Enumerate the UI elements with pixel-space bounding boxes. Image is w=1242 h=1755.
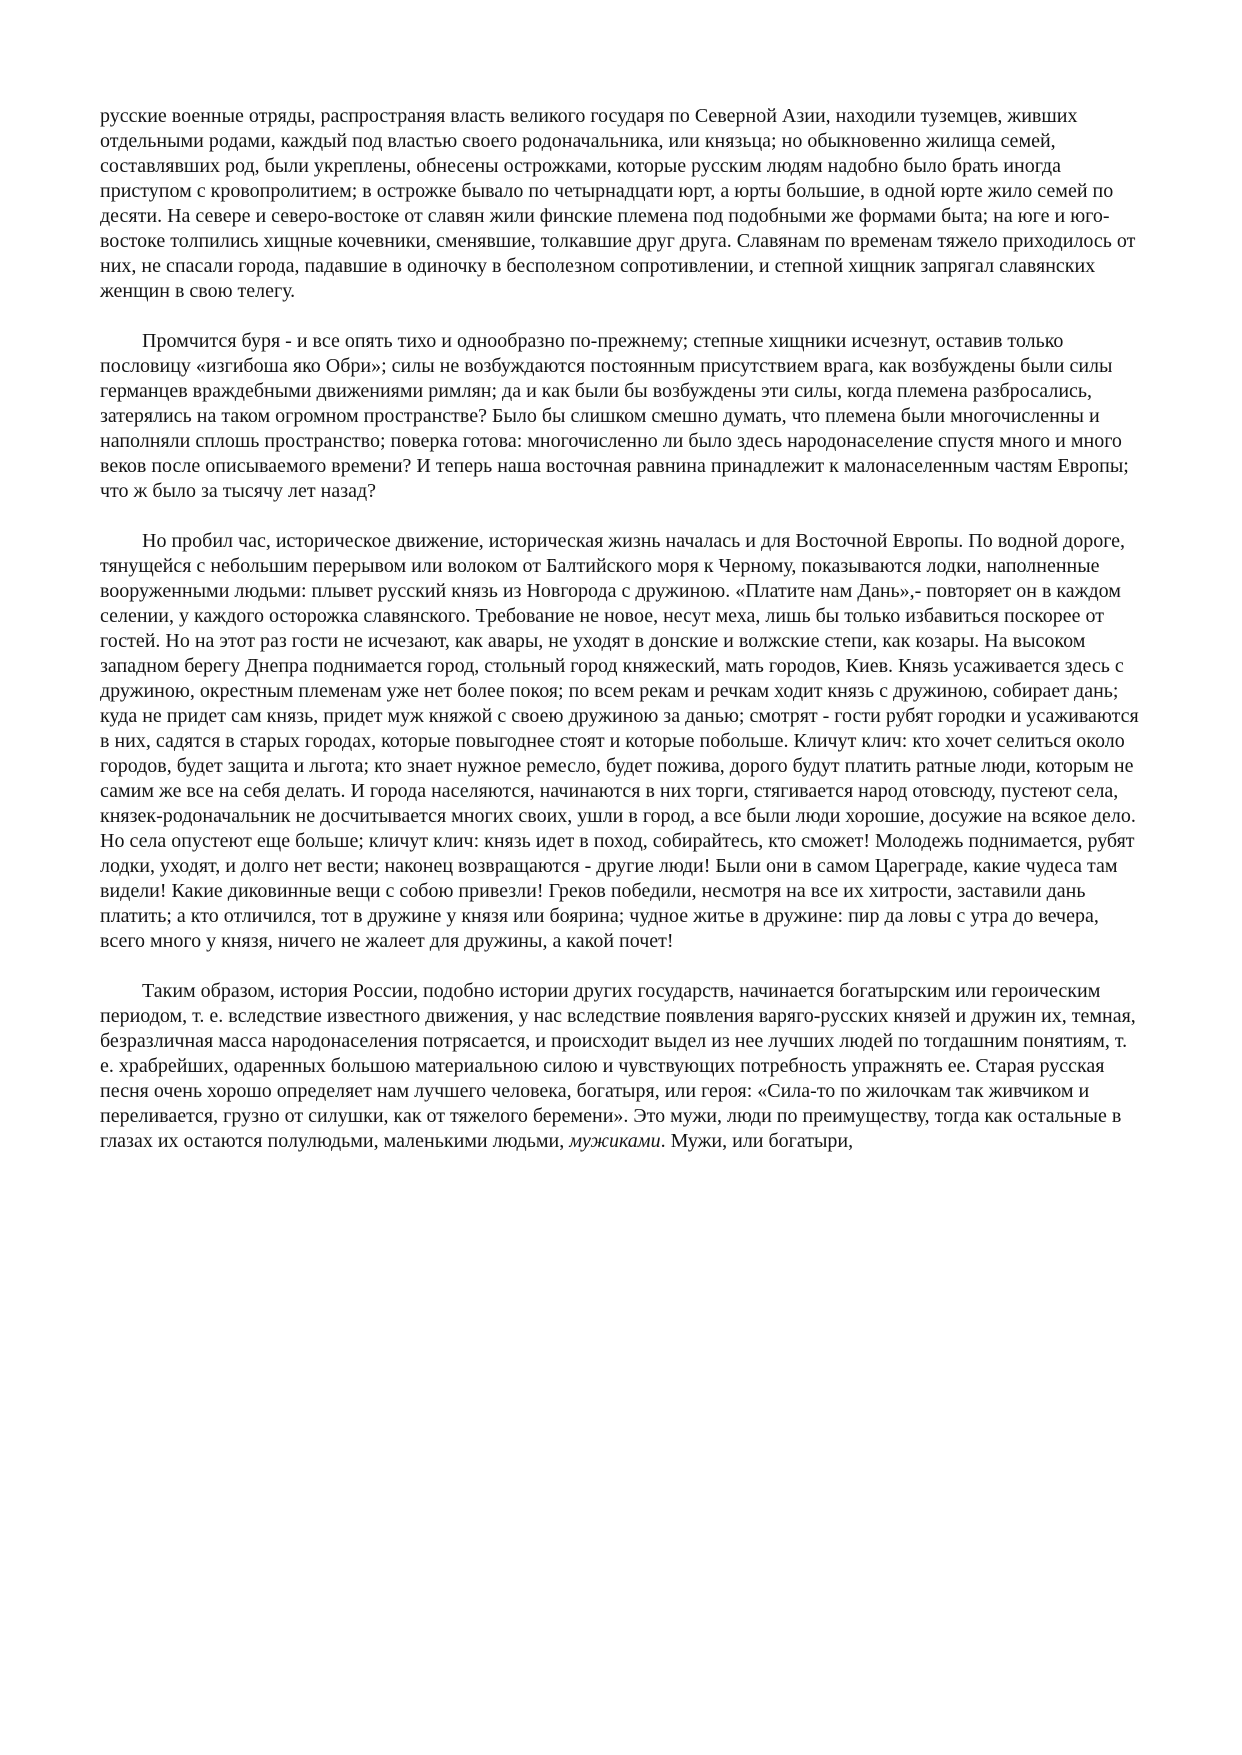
paragraph: Но пробил час, историческое движение, историческая жизнь началась и для Восточной Европы. По водной дороге, тянущейся с небольшим перерывом или волоком от Балтийского моря к Черному, показываются лодки, наполненные вооруженными людьми: плывет русский князь из Новгорода с дружиною. «Платите нам Дань»,- повторяет он в каждом селении, у каждого осторожка славянского. Требование не новое, несут меха, лишь бы только избавиться поскорее от гостей. Но на этот раз гости не исчезают, как авары, не уходят в донские и волжские степи, как козары. На высоком западном берегу Днепра поднимается город, стольный город княжеский, мать городов, Киев. Князь усаживается здесь с дружиною, окрестным племенам уже нет более покоя; по всем рекам и речкам ходит князь с дружиною, собирает дань; куда не придет сам князь, придет муж княжой с своею дружиною за данью; смотрят - гости рубят городки и усаживаются в них, садятся в старых городах, которые повыгоднее стоят и которые побольше. Кличут клич: кто хочет селиться около городов, будет защита и льгота; кто знает нужное ремесло, будет пожива, дорого будут платить ратные люди, которым не самим же все на себя делать. И города населяются, начинаются в них торги, стягивается народ отовсюду, пустеют села, князек-родоначальник не досчитывается многих своих, ушли в город, а все были люди хорошие, досужие на всякое дело. Но села опустеют еще больше; кличут клич: князь идет в поход, собирайтесь, кто сможет! Молодежь поднимается, рубят лодки, уходят, и долго нет вести; наконец возвращаются - другие люди! Были они в самом Цареграде, какие чудеса там видели! Какие диковинные вещи с собою привезли! Греков победили, несмотря на все их хитрости, заставили дань платить; а кто отличился, тот в дружине у князя или боярина; чудное житье в дружине: пир да ловы с утра до вечера, всего много у князя, ничего не жалеет для дружины, а какой почет! <box>100 530 1139 952</box>
paragraph <box>100 979 1142 1154</box>
paragraph: русские военные отряды, распространяя власть великого государя по Северной Азии, находили туземцев, живших отдельными родами, каждый под властью своего родоначальника, или князьца; но обыкновенно жилища семей, составлявших род, были укреплены, обнесены острожками, которые русским людям надобно было брать иногда приступом с кровопролитием; в острожке бывало по четырнадцати юрт, а юрты большие, в одной юрте жило семей по десяти. На севере и северо-востоке от славян жили финские племена под подобными же формами быта; на юге и юго-востоке толпились хищные кочевники, сменявшие, толкавшие друг друга. Славянам по временам тяжело приходилось от них, не спасали города, падавшие в одиночку в бесполезном сопротивлении, и степной хищник запрягал славянских женщин в свою телегу. <box>100 105 1136 302</box>
paragraph-text: Таким образом, история России, подобно истории других государств, начинается богатырским или героическим периодом, т. е. вследствие известного движения, у нас вследствие появления варяго-русских князей и дружин их, темная, безразличная масса народонаселения потрясается, и происходит выдел из нее лучших людей по тогдашним понятиям, т. е. храбрейших, одаренных большою материальною силою и чувствующих потребность упражнять ее. Старая русская песня очень хорошо определяет нам лучшего человека, богатыря, или героя: «Сила-то по жилочкам так живчиком и переливается, грузно от силушки, как от тяжелого беремени». Это мужи, люди по преимуществу, тогда как остальные в глазах их остаются полулюдьми, маленькими людьми, <box>100 980 1136 1152</box>
italic-word: мужиками <box>569 1130 661 1152</box>
paragraph: Промчится буря - и все опять тихо и однообразно по-прежнему; степные хищники исчезнут, оставив только пословицу «изгибоша яко Обри»; силы не возбуждаются постоянным присутствием врага, как возбуждены были силы германцев враждебными движениями римлян; да и как были бы возбуждены эти силы, когда племена разбросались, затерялись на таком огромном пространстве? Было бы слишком смешно думать, что племена были многочисленны и наполняли сплошь пространство; поверка готова: многочисленно ли было здесь народонаселение спустя много и много веков после описываемого времени? И теперь наша восточная равнина принадлежит к малонаселенным частям Европы; что ж было за тысячу лет назад? <box>100 330 1129 502</box>
paragraph-text: . Мужи, или богатыри, <box>660 1130 854 1152</box>
